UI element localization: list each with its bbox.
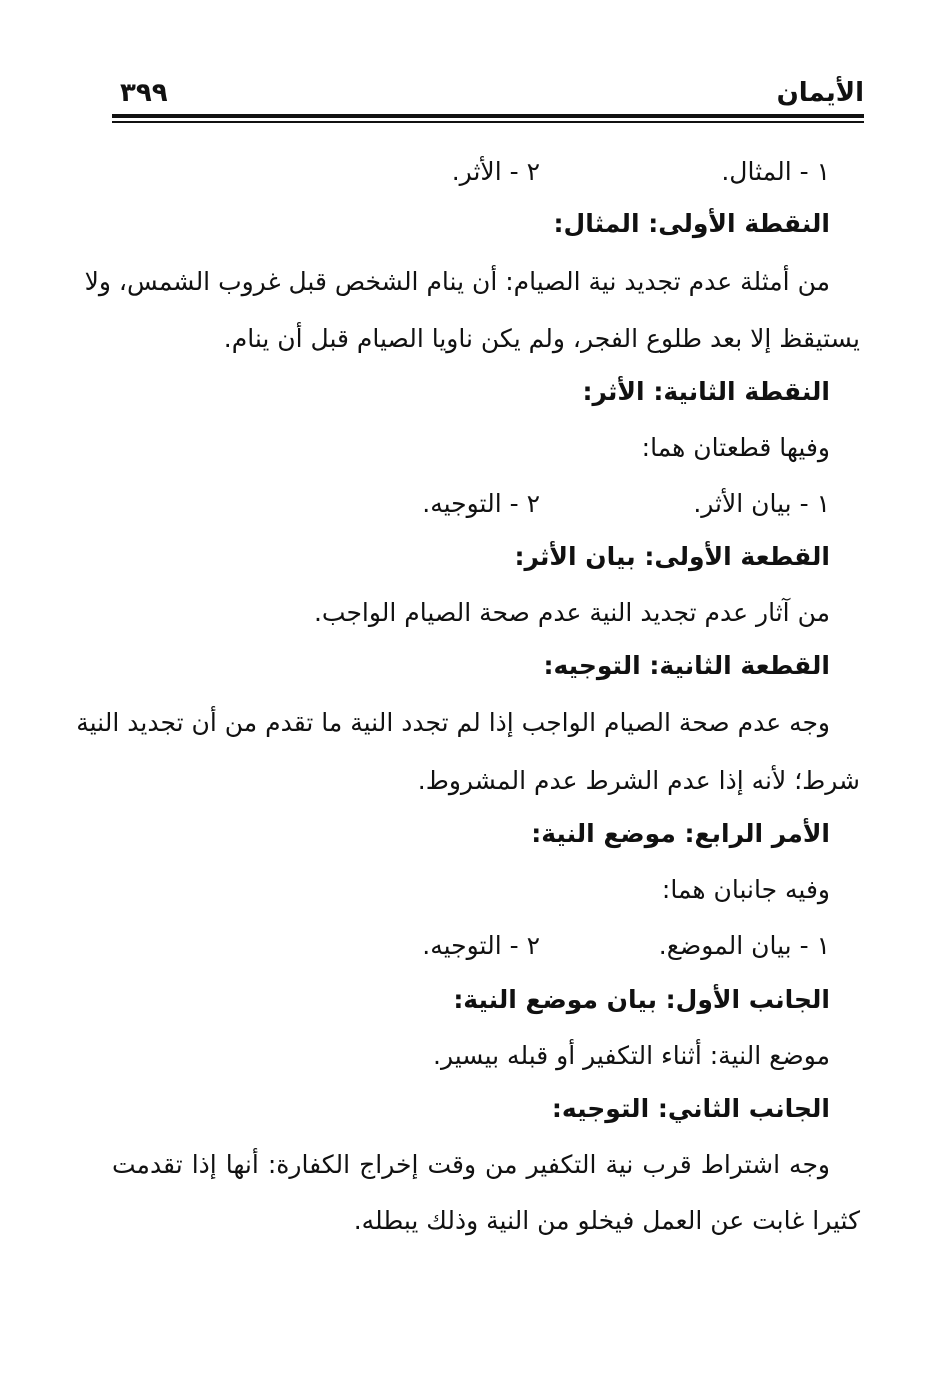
paragraph-line: وفيه جانبان هما: <box>661 875 830 904</box>
section-heading: الجانب الأول: بيان موضع النية: <box>453 985 830 1014</box>
list-item: ٢ - التوجيه. <box>422 489 540 518</box>
paragraph-line: وفيها قطعتان هما: <box>641 433 830 462</box>
section-heading: القطعة الثانية: التوجيه: <box>543 651 830 680</box>
paragraph-line: من آثار عدم تجديد النية عدم صحة الصيام الواجب. <box>313 598 830 627</box>
section-heading: النقطة الثانية: الأثر: <box>582 377 830 406</box>
paragraph-line: من أمثلة عدم تجديد نية الصيام: أن ينام الشخص قبل غروب الشمس، ولا <box>84 267 830 296</box>
section-heading: القطعة الأولى: بيان الأثر: <box>514 542 830 571</box>
header-rule-thick <box>112 114 864 118</box>
list-item: ١ - بيان الأثر. <box>693 489 830 518</box>
paragraph-line: شرط؛ لأنه إذا عدم الشرط عدم المشروط. <box>417 766 860 795</box>
section-heading: الأمر الرابع: موضع النية: <box>531 819 830 848</box>
paragraph-line: موضع النية: أثناء التكفير أو قبله بيسير. <box>433 1041 830 1070</box>
paragraph-line: وجه اشتراط قرب نية التكفير من وقت إخراج الكفارة: أنها إذا تقدمت <box>112 1150 830 1179</box>
list-item: ١ - المثال. <box>721 157 830 186</box>
list-item: ٢ - الأثر. <box>451 157 540 186</box>
paragraph-line: وجه عدم صحة الصيام الواجب إذا لم تجدد النية ما تقدم من أن تجديد النية <box>76 708 830 737</box>
page-number: ٣٩٩ <box>120 78 168 108</box>
list-item: ١ - بيان الموضع. <box>658 931 830 960</box>
header-rule-thin <box>112 121 864 123</box>
paragraph-line: كثيرا غابت عن العمل فيخلو من النية وذلك يبطله. <box>353 1206 860 1235</box>
chapter-title: الأيمان <box>776 78 864 108</box>
section-heading: النقطة الأولى: المثال: <box>553 209 830 238</box>
paragraph-line: يستيقظ إلا بعد طلوع الفجر، ولم يكن ناويا الصيام قبل أن ينام. <box>223 324 860 353</box>
list-item: ٢ - التوجيه. <box>422 931 540 960</box>
section-heading: الجانب الثاني: التوجيه: <box>551 1094 830 1123</box>
running-header <box>112 78 864 112</box>
